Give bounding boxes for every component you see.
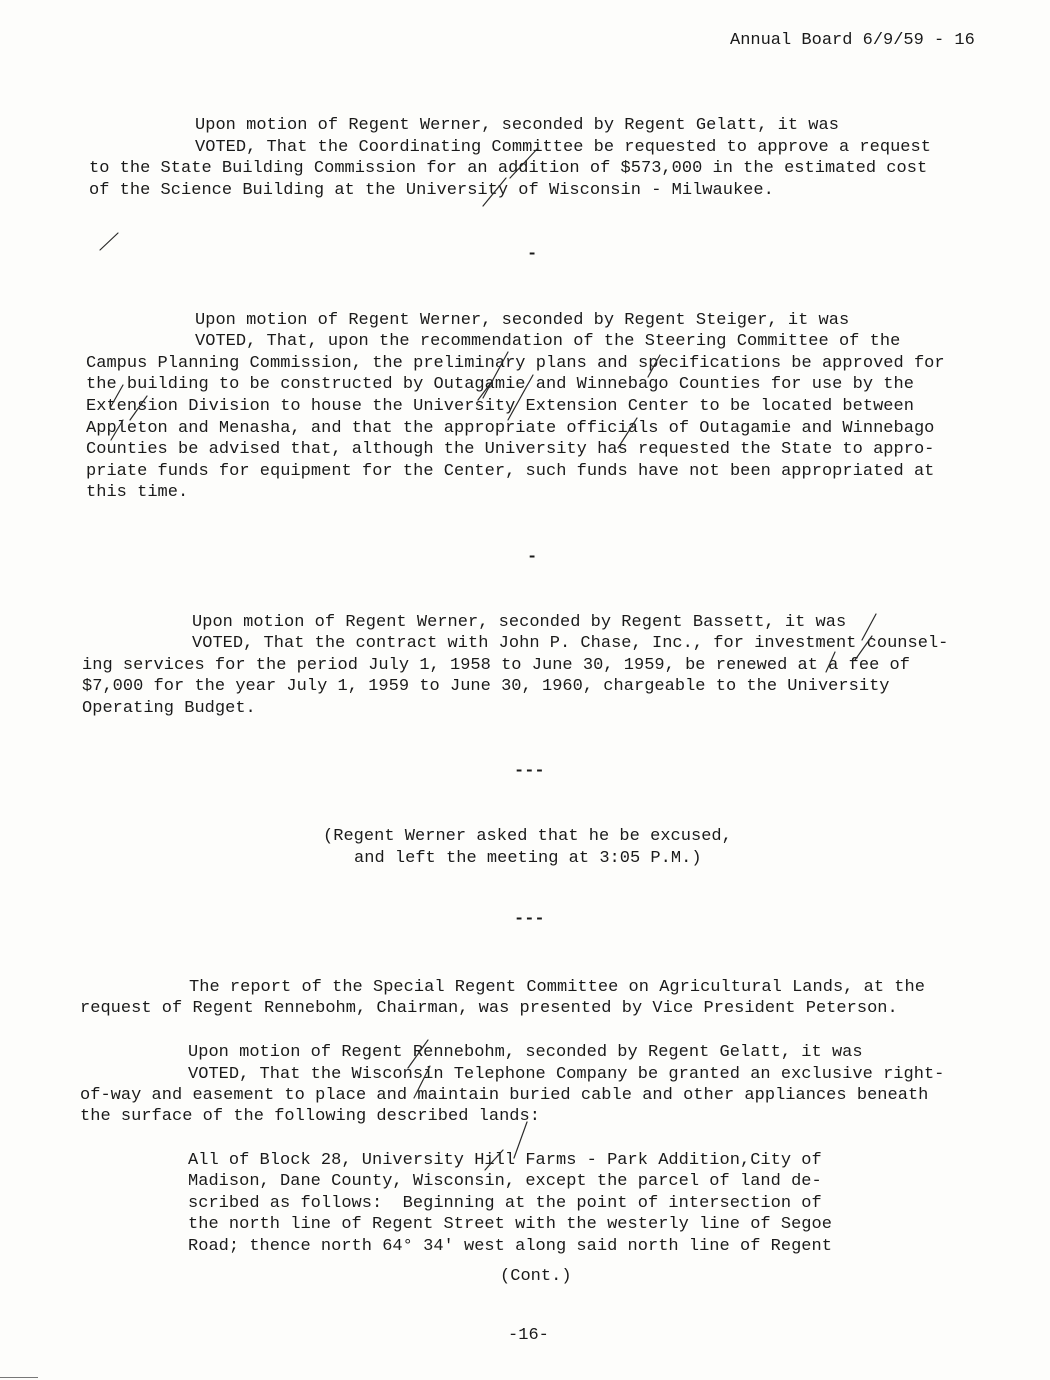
text-line: priate funds for equipment for the Center, such funds have not been appropriated at — [86, 462, 935, 481]
text-line: Extension Division to house the University Extension Center to be located between — [86, 397, 914, 416]
text-line: Campus Planning Commission, the preliminary plans and specifications be approved for — [86, 354, 945, 373]
text-line: to the State Building Commission for an addition of $573,000 in the estimated cost — [89, 159, 928, 178]
text-line: the building to be constructed by Outagamie and Winnebago Counties for use by the — [86, 375, 914, 394]
text-line: of-way and easement to place and maintain buried cable and other appliances beneath — [80, 1086, 929, 1105]
text-line: Road; thence north 64° 34' west along said north line of Regent — [188, 1237, 832, 1256]
text-line: the north line of Regent Street with the westerly line of Segoe — [188, 1215, 832, 1234]
text-line: this time. — [86, 483, 189, 502]
text-line: Upon motion of Regent Rennebohm, seconded by Regent Gelatt, it was — [188, 1043, 863, 1062]
text-line: of the Science Building at the University of Wisconsin - Milwaukee. — [89, 181, 774, 200]
text-line: Upon motion of Regent Werner, seconded by Regent Bassett, it was — [192, 613, 847, 632]
text-line: The report of the Special Regent Committee on Agricultural Lands, at the — [189, 978, 925, 997]
text-line: the surface of the following described lands: — [80, 1107, 540, 1126]
text-line: (Regent Werner asked that he be excused, — [323, 827, 732, 846]
text-line: All of Block 28, University Hill Farms - Park Addition,City of — [188, 1151, 822, 1170]
text-line: ing services for the period July 1, 1958 to June 30, 1959, be renewed at a fee of — [82, 656, 910, 675]
text-line: Operating Budget. — [82, 699, 256, 718]
text-line: and left the meeting at 3:05 P.M.) — [354, 849, 702, 868]
text-line: Upon motion of Regent Werner, seconded by Regent Gelatt, it was — [195, 116, 839, 135]
text-line: VOTED, That the contract with John P. Chase, Inc., for investment counsel- — [192, 634, 949, 653]
section-separator: - — [527, 245, 538, 264]
section-separator: --- — [514, 762, 545, 781]
text-line: VOTED, That, upon the recommendation of the Steering Committee of the — [195, 332, 901, 351]
text-line: Counties be advised that, although the University has requested the State to appro- — [86, 440, 935, 459]
continued-marker: (Cont.) — [500, 1267, 572, 1286]
text-line: Appleton and Menasha, and that the appropriate officials of Outagamie and Winnebago — [86, 419, 935, 438]
page-number: -16- — [508, 1326, 549, 1345]
page-edge-rule — [0, 1377, 38, 1378]
section-separator: - — [527, 548, 538, 567]
check-mark — [100, 233, 118, 250]
text-line: scribed as follows: Beginning at the point of intersection of — [188, 1194, 822, 1213]
text-line: Madison, Dane County, Wisconsin, except the parcel of land de- — [188, 1172, 822, 1191]
page-header: Annual Board 6/9/59 - 16 — [730, 31, 975, 50]
text-line: $7,000 for the year July 1, 1959 to June 30, 1960, chargeable to the University — [82, 677, 890, 696]
text-line: Upon motion of Regent Werner, seconded by Regent Steiger, it was — [195, 311, 850, 330]
section-separator: --- — [514, 910, 545, 929]
text-line: VOTED, That the Wisconsin Telephone Company be granted an exclusive right- — [188, 1065, 945, 1084]
text-line: VOTED, That the Coordinating Committee be requested to approve a request — [195, 138, 931, 157]
text-line: request of Regent Rennebohm, Chairman, was presented by Vice President Peterson. — [80, 999, 898, 1018]
